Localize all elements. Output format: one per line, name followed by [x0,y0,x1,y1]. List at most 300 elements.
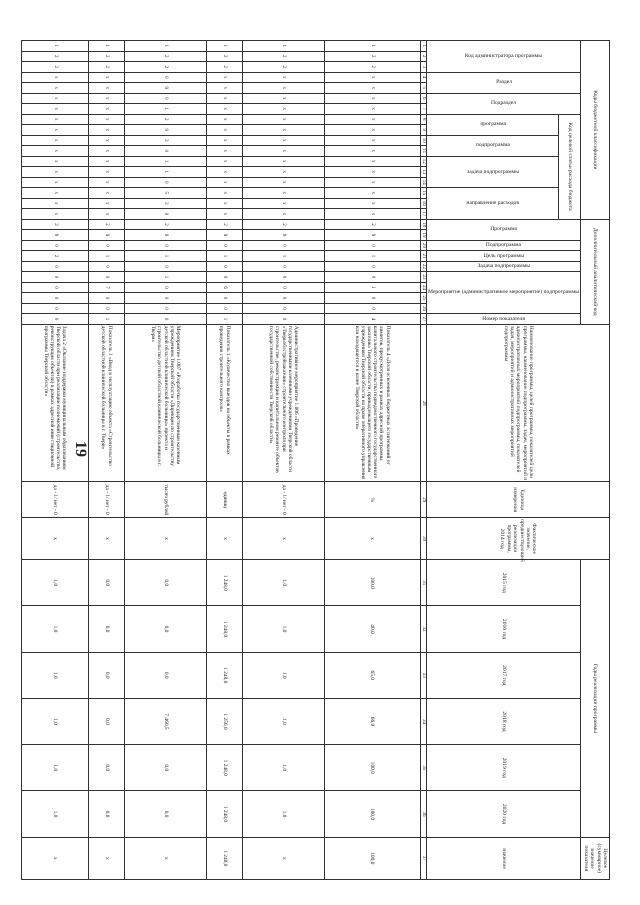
code-cell: 0 [125,282,206,293]
column-number: 21 [420,251,427,262]
header-year-1: 2016 год [427,606,581,652]
code-cell: 1 [243,251,324,262]
code-cell: х [88,209,125,220]
header-activity-text: Мероприятие (административное мероприятие) подпрограммы [428,289,580,296]
code-cell: 2 [125,219,206,230]
unit-cell: тысяч рублей [125,482,206,518]
code-cell: х [206,72,243,83]
code-cell: х [88,72,125,83]
year-value-cell: 0,0 [125,606,206,652]
code-cell: 0 [324,303,420,314]
column-number: 2 [420,51,427,62]
code-cell: 1 [125,251,206,262]
code-cell: 3 [125,198,206,209]
code-cell: х [324,146,420,157]
column-number: 5 [420,83,427,94]
year-value-cell: 1 248,0 [206,652,243,698]
code-cell: 2 [324,219,420,230]
code-cell: х [243,188,324,199]
column-number: 1 [420,41,427,52]
unit-cell: да - 1/ нет - 0 [243,482,324,518]
code-cell: х [22,125,88,136]
column-number: 23 [420,272,427,283]
code-cell: 9 [88,230,125,241]
table-row [22,41,88,880]
column-number: 32 [420,606,427,652]
header-activity [427,272,581,314]
code-cell: х [324,177,420,188]
code-cell: х [243,83,324,94]
code-cell: х [22,135,88,146]
code-cell: 1 [125,104,206,115]
column-number: 8 [420,114,427,125]
header-program-text: Программа [490,226,518,233]
year-value-cell: 1 256,0 [206,698,243,744]
year-value-cell: 0,0 [125,745,206,791]
year-value-cell: 0,0 [88,791,125,837]
code-cell: 0 [125,240,206,251]
column-number: 25 [420,293,427,304]
code-cell: 0 [22,261,88,272]
code-cell: 0 [22,303,88,314]
code-cell: х [324,93,420,104]
code-cell: 0 [88,272,125,283]
year-value-cell: 1,0 [22,606,88,652]
code-cell: х [88,83,125,94]
code-cell: 7 [88,282,125,293]
year-value-cell: 1 248,0 [206,745,243,791]
code-cell: х [88,156,125,167]
code-cell: х [324,167,420,178]
code-cell: 1 [88,41,125,52]
header-year-2: 2017 год [427,652,581,698]
code-cell: х [88,125,125,136]
code-cell: 2 [206,51,243,62]
page-number: 19 [72,441,89,457]
code-cell: х [243,93,324,104]
code-cell: х [22,209,88,220]
code-cell: х [88,104,125,115]
code-cell: 2 [125,114,206,125]
header-admin-code-text: Код администратора программы [465,53,543,60]
header-target: Целевое (суммарное) значение показателя [581,837,610,879]
table-row [243,41,324,880]
column-number: 18 [420,219,427,230]
code-cell: 0 [243,261,324,272]
code-cell: х [22,167,88,178]
code-cell: 2 [243,62,324,73]
code-cell: х [243,167,324,178]
code-cell: 0 [243,314,324,325]
code-cell: 0 [206,261,243,272]
code-cell: х [22,198,88,209]
column-number: 27 [420,314,427,325]
code-cell: х [22,104,88,115]
header-subprogram-sub-text: подпрограмма [475,142,510,149]
target-value-cell: 100,0 [324,837,420,879]
code-cell: х [88,177,125,188]
header-subprogram [427,240,581,251]
table-row [324,41,420,880]
year-value-cell: 65,0 [324,652,420,698]
code-cell: 2 [88,219,125,230]
column-number: 30 [420,518,427,560]
fact-cell: х [206,518,243,560]
year-value-cell: 1,0 [243,745,324,791]
table-row [125,41,206,880]
header-subprogram-sub [427,135,559,156]
target-value-cell: х [22,837,88,879]
column-number: 20 [420,240,427,251]
code-cell: 0 [125,314,206,325]
program-indicators-table [21,40,610,880]
column-number-row [420,41,427,880]
fact-cell: х [324,518,420,560]
header-unit: Единица измерения [427,482,610,518]
code-cell: х [206,146,243,157]
code-cell: 0 [324,261,420,272]
column-number: 28 [420,324,427,482]
code-cell: х [206,156,243,167]
column-number: 3 [420,62,427,73]
year-value-cell: 100,0 [324,791,420,837]
year-value-cell: 0,0 [88,745,125,791]
year-value-cell: 1,0 [22,652,88,698]
code-cell: 0 [125,93,206,104]
code-cell: 0 [22,293,88,304]
header-target-value: значение [427,837,581,879]
column-number: 36 [420,791,427,837]
code-cell: х [243,146,324,157]
code-cell: х [206,177,243,188]
year-value-cell: 1,0 [243,791,324,837]
fact-cell: х [243,518,324,560]
code-cell: х [243,209,324,220]
code-cell: 9 [206,230,243,241]
column-number: 14 [420,177,427,188]
code-cell: х [22,177,88,188]
code-cell: х [22,146,88,157]
code-cell: х [243,104,324,115]
column-number: 31 [420,560,427,606]
header-budget-codes: Коды бюджетной классификации [581,41,610,220]
code-cell: х [324,135,420,146]
target-value-cell: х [88,837,125,879]
code-cell: 2 [206,219,243,230]
year-value-cell: 0,0 [125,560,206,606]
header-subsection [427,93,581,114]
code-cell: 9 [125,83,206,94]
code-cell: х [88,93,125,104]
code-cell: 0 [324,240,420,251]
code-cell: х [22,114,88,125]
code-cell: х [22,156,88,167]
code-cell: х [206,209,243,220]
header-goal-text: Цель программы [483,252,524,259]
column-number: 26 [420,303,427,314]
code-cell: х [243,177,324,188]
code-cell: 0 [243,272,324,283]
code-cell: 0 [88,261,125,272]
column-number: 9 [420,125,427,136]
code-cell: х [324,188,420,199]
code-cell: 0 [243,303,324,314]
code-cell: 9 [324,230,420,241]
header-subprogram-text: Подпрограмма [486,242,522,249]
code-cell: 0 [125,261,206,272]
code-cell: х [324,209,420,220]
code-cell: х [324,114,420,125]
year-value-cell: 1 248,0 [206,560,243,606]
code-cell: х [243,114,324,125]
header-row [581,41,610,880]
column-number: 22 [420,261,427,272]
code-cell: 0 [22,282,88,293]
code-cell: х [206,104,243,115]
code-cell: 0 [125,209,206,220]
code-cell: 0 [125,177,206,188]
code-cell: х [206,125,243,136]
code-cell: 2 [324,62,420,73]
unit-cell: % [324,482,420,518]
code-cell: х [324,72,420,83]
year-value-cell: 1,0 [22,791,88,837]
code-cell: х [206,188,243,199]
column-number: 4 [420,72,427,83]
header-fact: Фактическое значение, предшествующий реализации программы, 2014 год [427,518,610,560]
code-cell: 4 [324,314,420,325]
header-direction-sub [427,188,559,220]
year-value-cell: 40,0 [324,606,420,652]
code-cell: 0 [243,240,324,251]
code-cell: 6 [206,282,243,293]
code-cell: 1 [125,41,206,52]
unit-cell: единиц [206,482,243,518]
column-number: 24 [420,282,427,293]
code-cell: 0 [125,146,206,157]
year-value-cell: 100,0 [324,745,420,791]
header-year-3: 2018 год [427,698,581,744]
code-cell: 1 [88,314,125,325]
code-cell: 2 [88,51,125,62]
code-cell: х [22,72,88,83]
header-section-text: Раздел [495,79,512,86]
code-cell: 2 [324,51,420,62]
header-direction-sub-text: направление расходов [466,200,519,207]
code-cell: 0 [88,240,125,251]
code-cell: х [22,188,88,199]
code-cell: х [243,72,324,83]
code-cell: 1 [324,282,420,293]
document-sheet [42,40,610,880]
code-cell: х [243,125,324,136]
code-cell: 1 [243,41,324,52]
header-admin-code [427,41,581,73]
code-cell: х [324,198,420,209]
code-cell: 1 [22,41,88,52]
name-cell: Показатель 1 «Ввод в эксплуатацию объекта «Строительство детской областной клинической больницы в г. Твери» [88,324,125,482]
year-value-cell: 1,0 [22,745,88,791]
code-cell: 2 [22,62,88,73]
code-cell: 2 [22,251,88,262]
column-number: 29 [420,482,427,518]
year-value-cell: 66,0 [324,698,420,744]
table-row [206,41,243,880]
code-cell: х [88,198,125,209]
year-value-cell: 0,0 [88,560,125,606]
code-cell: х [324,83,420,94]
code-cell: х [324,104,420,115]
code-cell: х [243,156,324,167]
header-program-sub-text: программа [479,121,506,128]
column-number: 12 [420,156,427,167]
code-cell: х [206,114,243,125]
code-cell: 1 [88,251,125,262]
header-task-sub-text: задача подпрограммы [466,168,519,175]
unit-cell: да - 1/ нет - 0 [88,482,125,518]
code-cell: 2 [22,219,88,230]
year-value-cell: 0,0 [125,652,206,698]
code-cell: х [88,167,125,178]
header-name: Наименование программы, целей программы, показателей цели программы, наименование подпрограммы, задач, мероприятий и административных мероприятий подпрограммы, показателей задач, мероприятий и административных мероприятий подпрограммы [427,324,610,482]
code-cell: 0 [324,293,420,304]
code-cell: 0 [206,240,243,251]
code-cell: х [206,83,243,94]
name-cell: Показатель 4 «Доля освоенных бюджетных ассигнований от лимитов, предусмотренных в рамках адресной программы капитального строительства подведомственного государственного заказчика Тверской области, принадлежащего государственным учреждениям Тверской области на праве оперативного управления или находящегося в казне Тверской области» [324,324,420,482]
column-number: 7 [420,104,427,115]
code-cell: х [206,198,243,209]
code-cell: 0 [206,272,243,283]
column-number: 19 [420,230,427,241]
header-year-5: 2020 год [427,791,581,837]
code-cell: 1 [206,41,243,52]
code-cell: х [88,188,125,199]
year-value-cell: 1,0 [243,560,324,606]
header-task-text: Задача подпрограммы [477,263,531,270]
year-value-cell: 1,0 [22,560,88,606]
code-cell: х [22,93,88,104]
code-cell: 2 [125,62,206,73]
code-cell: х [324,125,420,136]
code-cell: х [22,83,88,94]
header-subsection-text: Подраздел [491,100,517,107]
code-cell: 9 [22,230,88,241]
unit-cell: да - 1/ нет - 0 [22,482,88,518]
year-value-cell: 7 460,5 [125,698,206,744]
code-cell: 1 [125,167,206,178]
column-number: 13 [420,167,427,178]
header-extra-code: Дополнительный аналитический код [581,219,610,324]
fact-cell: х [22,518,88,560]
target-value-cell: 1 248,0 [206,837,243,879]
code-cell: 2 [22,51,88,62]
target-value-cell: х [243,837,324,879]
code-cell: 0 [243,282,324,293]
year-value-cell: 1,0 [243,698,324,744]
code-cell: 2 [243,219,324,230]
code-cell: 0 [125,72,206,83]
code-cell: 0 [206,293,243,304]
rotated-table-container [42,40,610,880]
code-cell: 0 [22,314,88,325]
header-years: Годы реализации программы [581,560,610,837]
column-number: 33 [420,652,427,698]
code-cell: 0 [125,303,206,314]
column-number: 35 [420,745,427,791]
code-cell: х [243,198,324,209]
code-cell: 9 [125,230,206,241]
code-cell: 0 [125,293,206,304]
code-cell: 0 [22,272,88,283]
code-cell: 0 [22,240,88,251]
code-cell: 0 [243,293,324,304]
year-value-cell: 1 248,0 [206,606,243,652]
header-section [427,72,581,93]
code-cell: х [88,146,125,157]
target-value-cell: х [125,837,206,879]
header-indicator-no [427,314,581,325]
year-value-cell: 1 248,0 [206,791,243,837]
code-cell: х [324,156,420,167]
column-number: 17 [420,209,427,220]
code-cell: 1 [206,251,243,262]
code-cell: 9 [125,125,206,136]
year-value-cell: 1,0 [22,698,88,744]
code-cell: 2 [243,51,324,62]
code-cell: 3 [125,135,206,146]
code-cell: 1 [324,41,420,52]
column-number: 34 [420,698,427,744]
code-cell: 5 [125,188,206,199]
name-cell: Мероприятие 1.007 «Разработка государственным казенным учреждением Тверской области «Дирекция по строительству детской областной клинической больницы» проекта и строительство детской областной клинической больницы в г. Твери» [125,324,206,482]
code-cell: 0 [88,303,125,314]
year-value-cell: 1,0 [243,606,324,652]
code-cell: 0 [206,303,243,314]
code-cell: х [88,114,125,125]
name-cell: Задача 2 «Оказание поддержки муниципальным образованиям Тверской области при реализации полномочий (строительство, реконструкция объектов) в рамках адресной инвестиционной программы Тверской области» [22,324,88,482]
code-cell: 1 [125,272,206,283]
code-cell: х [88,135,125,146]
year-value-cell: 100,0 [324,560,420,606]
code-cell: 1 [324,251,420,262]
header-target-article: Код целевой статьи расхода бюджета [559,114,581,219]
header-goal [427,251,581,262]
header-program [427,219,581,240]
code-cell: 0 [324,272,420,283]
code-cell: 2 [206,62,243,73]
code-cell: х [206,93,243,104]
header-task-sub [427,156,559,188]
code-cell: х [206,167,243,178]
code-cell: х [206,135,243,146]
year-value-cell: 1,0 [243,652,324,698]
header-program-sub [427,114,559,135]
column-number: 10 [420,135,427,146]
code-cell: 1 [206,314,243,325]
code-cell: 0 [88,293,125,304]
column-number: 15 [420,188,427,199]
code-cell: х [243,135,324,146]
code-cell: 1 [125,156,206,167]
code-cell: 2 [88,62,125,73]
fact-cell: х [125,518,206,560]
year-value-cell: 0,0 [88,698,125,744]
name-cell: Показатель 1 «Количество выездов на объекты в рамках проведения строительного контроля» [206,324,243,482]
year-value-cell: 0,0 [88,606,125,652]
year-value-cell: 0,0 [88,652,125,698]
header-year-0: 2015 год [427,560,581,606]
header-indicator-no-text: Номер показателя [482,315,526,322]
